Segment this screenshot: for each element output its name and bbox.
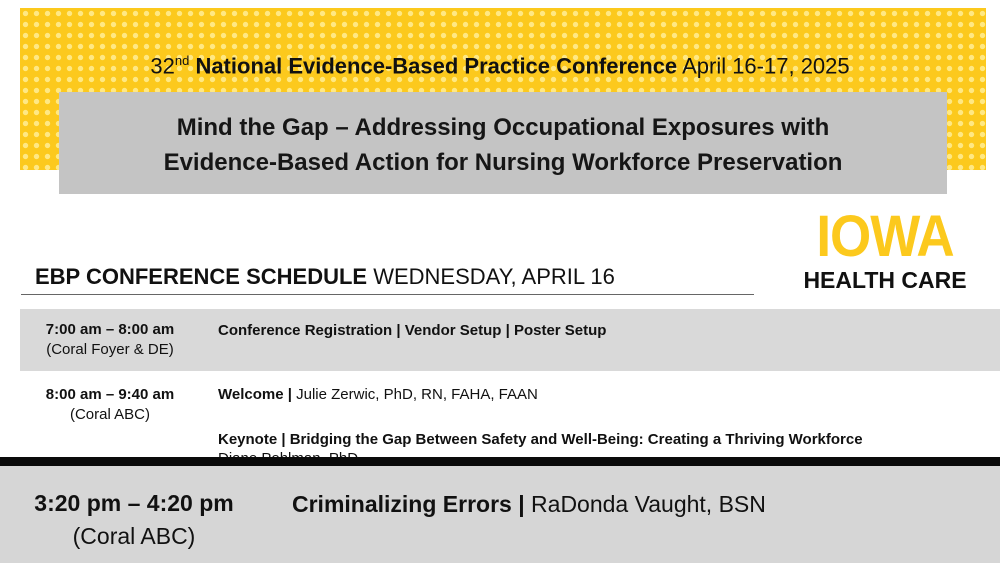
schedule-heading-label: EBP CONFERENCE SCHEDULE — [35, 264, 368, 289]
conference-ordinal-suffix: nd — [174, 53, 190, 68]
highlight-location: (Coral ABC) — [72, 523, 196, 549]
welcome-speaker: Julie Zerwic, PhD, RN, FAHA, FAAN — [296, 386, 538, 403]
highlight-speaker: RaDonda Vaught, BSN — [531, 491, 766, 517]
highlight-time-block — [0, 490, 268, 550]
welcome-label: Welcome | — [218, 386, 292, 403]
schedule-divider — [21, 294, 754, 295]
schedule-row-1-description-text: Conference Registration | Vendor Setup | Poster Setup — [218, 322, 607, 339]
highlight-description — [292, 491, 766, 518]
schedule-row-1-location: (Coral Foyer & DE) — [46, 341, 174, 358]
schedule-day: WEDNESDAY, APRIL 16 — [373, 264, 615, 289]
highlighted-session — [0, 466, 1000, 563]
conference-heading — [0, 53, 1000, 79]
session-title-line-1: Mind the Gap – Addressing Occupational Exposures with — [176, 114, 830, 141]
divider-band — [0, 457, 1000, 466]
keynote-title: Keynote | Bridging the Gap Between Safety and Well-Being: Creating a Thriving Workforce — [218, 431, 863, 448]
schedule-row-2-time-block — [20, 386, 200, 423]
schedule-row-2-location: (Coral ABC) — [69, 406, 151, 423]
schedule-row-1-time: 7:00 am – 8:00 am — [45, 321, 175, 338]
iowa-logo-wordmark: IOWA — [816, 204, 954, 269]
conference-dates: April 16-17, 2025 — [682, 53, 850, 79]
schedule-row-2-time: 8:00 am – 9:40 am — [45, 386, 175, 403]
schedule-row-2-welcome — [218, 386, 538, 403]
schedule-row-2-keynote — [218, 431, 863, 448]
conference-name: National Evidence-Based Practice Conference — [195, 53, 678, 79]
highlight-time: 3:20 pm – 4:20 pm — [34, 490, 234, 516]
schedule-heading — [35, 264, 615, 290]
session-title-line-2: Evidence-Based Action for Nursing Workforce Preservation — [163, 149, 843, 176]
health-care-logo-text: HEALTH CARE — [803, 267, 967, 293]
conference-ordinal: 32 — [150, 53, 175, 79]
schedule-row-1-description — [218, 322, 606, 339]
schedule-row-1-time-block — [20, 321, 200, 358]
highlight-title: Criminalizing Errors | — [292, 491, 525, 517]
session-title-box — [59, 92, 947, 194]
